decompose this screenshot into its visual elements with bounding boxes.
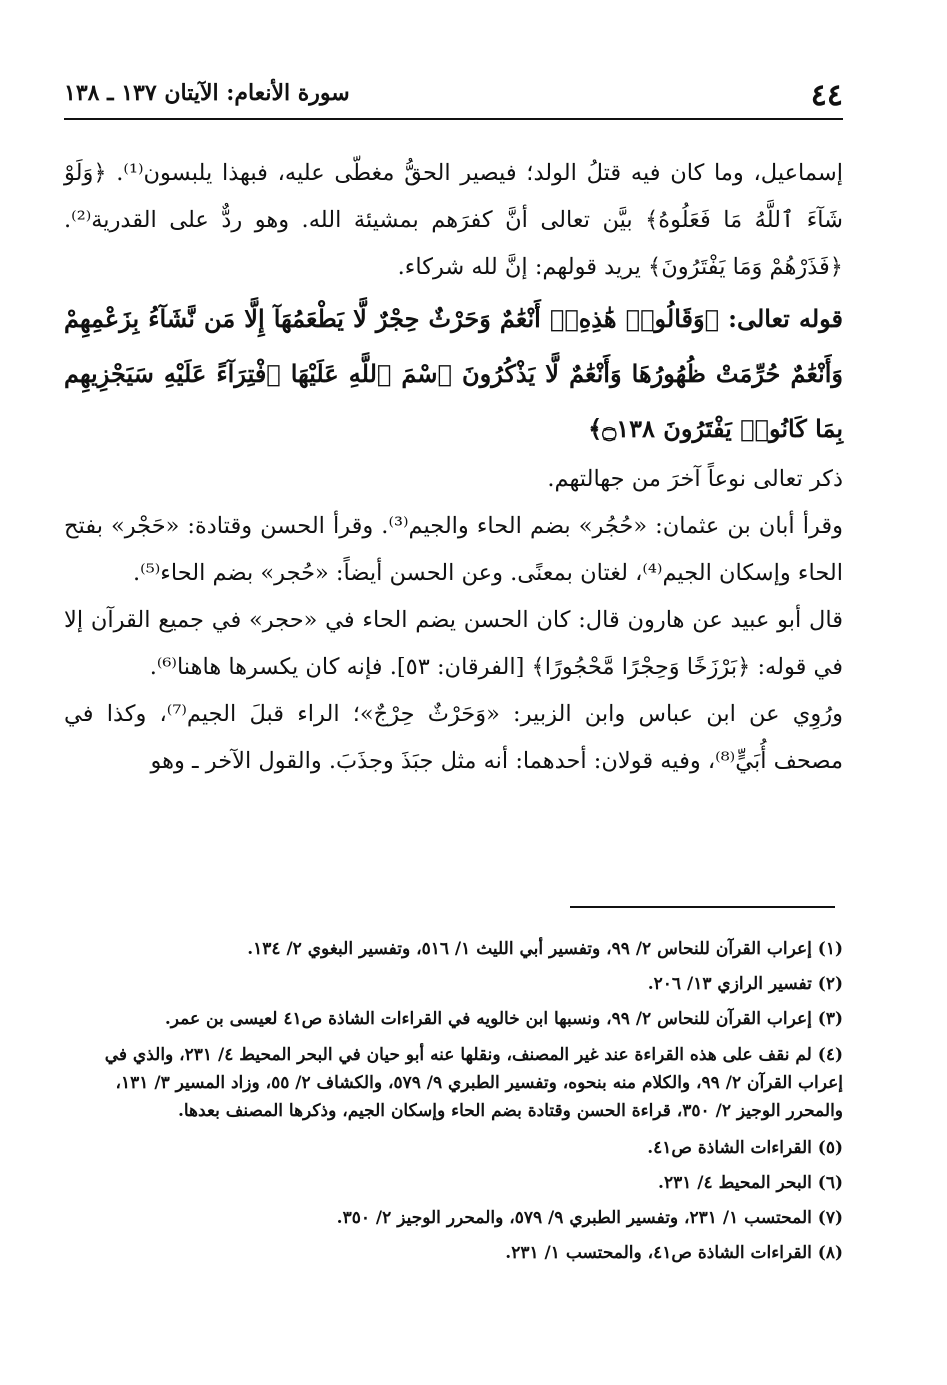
paragraph-4: قال أبو عبيد عن هارون قال: كان الحسن يضم الحاء في «حجر» في جميع القرآن إلا في قوله: ﴿بَرْزَخًا وَحِجْرًا مَّحْجُورًا﴾ [الفرقان: ٥٣]. فإنه كان يكسرها هاهنا⁽⁶⁾. bbox=[64, 607, 843, 680]
verse-lead: قوله تعالى: bbox=[728, 304, 844, 333]
quran-verse: ﴿وَقَالُوا۟ هَٰذِهِۦٓ أَنْعَٰمٌ وَحَرْثٌ حِجْرٌ لَّا يَطْعَمُهَآ إِلَّا مَن نَّشَآءُ بِزَعْمِهِمْ وَأَنْعَٰمٌ حُرِّمَتْ ظُهُورُهَا وَأَنْعَٰمٌ لَّا يَذْكُرُونَ ٱسْمَ ٱللَّهِ عَلَيْهَا ٱفْتِرَآءً عَلَيْهِ سَيَجْزِيهِم بِمَا كَانُوا۟ يَفْتَرُونَ ۝١٣٨﴾ bbox=[64, 304, 843, 443]
footnote-8: (٨) القراءات الشاذة ص٤١، والمحتسب ١/ ٢٣١. bbox=[505, 1243, 843, 1263]
footnote-3: (٣) إعراب القرآن للنحاس ٢/ ٩٩، ونسبها ابن خالويه في القراءات الشاذة ص٤١ لعيسى بن عمر. bbox=[164, 1009, 843, 1029]
footnote-7: (٧) المحتسب ١/ ٢٣١، وتفسير الطبري ٩/ ٥٧٩، والمحرر الوجيز ٢/ ٣٥٠. bbox=[336, 1208, 843, 1228]
paragraph-3: وقرأ أبان بن عثمان: «حُجُر» بضم الحاء والجيم⁽³⁾. وقرأ الحسن وقتادة: «حَجْر» بفتح الحاء وإسكان الجيم⁽⁴⁾، لغتان بمعنًى. وعن الحسن أيضاً: «حُجر» بضم الحاء⁽⁵⁾. bbox=[64, 513, 844, 586]
verse-block bbox=[64, 291, 843, 456]
footnote-1: (١) إعراب القرآن للنحاس ٢/ ٩٩، وتفسير أبي الليث ١/ ٥١٦، وتفسير البغوي ٢/ ١٣٤. bbox=[247, 939, 843, 959]
main-text bbox=[64, 150, 843, 785]
footnote-5: (٥) القراءات الشاذة ص٤١. bbox=[647, 1138, 843, 1158]
footnote-2: (٢) تفسير الرازي ١٣/ ٢٠٦. bbox=[647, 974, 843, 994]
footnotes bbox=[64, 932, 843, 1271]
running-title: سورة الأنعام: الآيتان ١٣٧ ـ ١٣٨ bbox=[64, 80, 350, 106]
footnote-4: (٤) لم نقف على هذه القراءة عند غير المصنف، ونقلها عنه أبو حيان في البحر المحيط ٤/ ٢٣١، والذي في إعراب القرآن ٢/ ٩٩، والكلام منه بنحوه، وتفسير الطبري ٩/ ٥٧٩، والكشاف ٢/ ٥٥، وزاد المسير ٣/ ١٣١، والمحرر الوجيز ٢/ ٣٥٠، قراءة الحسن وقتادة بضم الحاء وإسكان الجيم، وذكرها المصنف بعدها. bbox=[104, 1045, 843, 1121]
paragraph-1: إسماعيل، وما كان فيه قتلُ الولد؛ فيصير الحقُّ مغطّى عليه، فبهذا يلبسون⁽¹⁾. ﴿وَلَوْ شَآءَ ٱللَّهُ مَا فَعَلُوهُ﴾ بيَّن تعالى أنَّ كفرَهم بمشيئة الله. وهو ردٌّ على القدرية⁽²⁾. ﴿فَذَرْهُمْ وَمَا يَفْتَرُونَ﴾ يريد قولهم: إنَّ لله شركاء. bbox=[64, 160, 844, 280]
paragraph-5: ورُوِي عن ابن عباس وابن الزبير: «وَحَرْثٌ حِرْجٌ»؛ الراء قبلَ الجيم⁽⁷⁾، وكذا في مصحف أُبَيٍّ⁽⁸⁾، وفيه قولان: أحدهما: أنه مثل جبَذَ وجذَبَ. والقول الآخر ـ وهو bbox=[64, 701, 843, 774]
page-number: ٤٤ bbox=[810, 78, 843, 113]
page-header bbox=[64, 70, 843, 120]
paragraph-2: ذكر تعالى نوعاً آخرَ من جهالتهم. bbox=[547, 466, 843, 492]
footnote-separator bbox=[570, 906, 835, 908]
footnote-6: (٦) البحر المحيط ٤/ ٢٣١. bbox=[658, 1173, 843, 1193]
